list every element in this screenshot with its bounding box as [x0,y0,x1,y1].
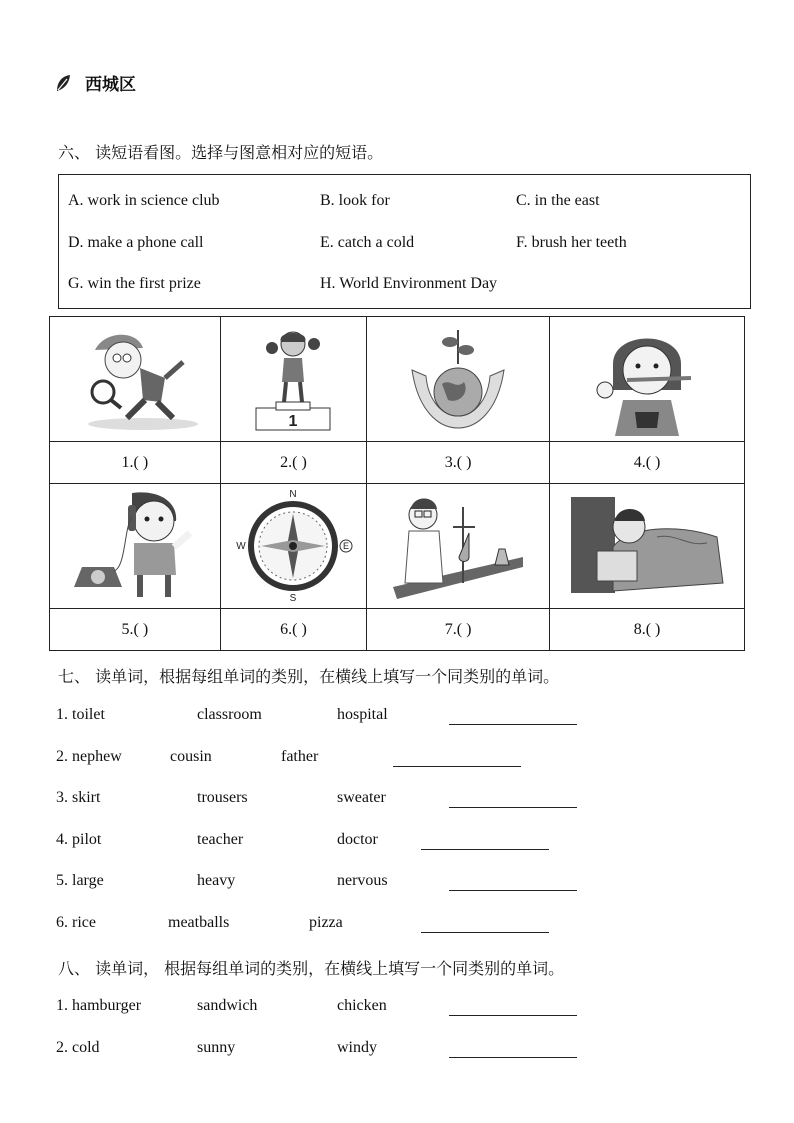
option-g: G. win the first prize [68,275,201,292]
s8-row1-word3: chicken [337,997,387,1014]
item-2: 2.( ) [220,442,367,484]
section7-title: 七、 读单词，根据每组单词的类别，在横线上填写一个同类别的单词。 [58,667,560,686]
s8-row1-word2: sandwich [197,997,258,1014]
s8-row2-answer-line[interactable] [449,1057,577,1058]
s7-row1-answer-line[interactable] [449,724,577,725]
s8-row2-word1: 2. cold [56,1039,100,1056]
header [55,70,136,95]
podium-winner-girl-icon [248,320,338,438]
s7-row2-word1: 2. nephew [56,748,122,765]
scientist-lab-icon [383,487,533,605]
s8-row2-word2: sunny [197,1039,236,1056]
picture-cell-3 [367,317,550,442]
option-a: A. work in science club [68,192,220,209]
s7-row2-answer-line[interactable] [393,766,521,767]
s7-row3-answer-line[interactable] [449,807,577,808]
option-e: E. catch a cold [320,234,415,251]
s7-row5-answer-line[interactable] [449,890,577,891]
magnifying-glass-boy-icon [65,320,205,438]
picture-cell-4 [550,317,745,442]
s7-row4-answer-line[interactable] [421,849,549,850]
section8-title: 八、 读单词， 根据每组单词的类别，在横线上填写一个同类别的单词。 [58,959,565,978]
picture-cell-1 [50,317,221,442]
compass-w: W [236,541,247,552]
item-1: 1.( ) [50,442,221,484]
item-3: 3.( ) [367,442,550,484]
item-5: 5.( ) [50,609,221,651]
s7-row3-word1: 3. skirt [56,789,101,806]
s7-row1-word2: classroom [197,706,262,723]
s7-row1-word1: 1. toilet [56,706,105,723]
option-d: D. make a phone call [68,234,204,251]
picture-cell-8 [550,484,745,609]
picture-table [49,316,745,651]
compass-e: E [343,541,350,551]
s7-row6-word3: pizza [309,914,343,931]
leaf-icon [55,74,71,92]
picture-cell-6 [220,484,367,609]
option-f: F. brush her teeth [516,234,627,251]
item-7: 7.( ) [367,609,550,651]
district-label: 西城区 [85,75,136,95]
compass-n: N [289,489,298,500]
s7-row3-word3: sweater [337,789,386,806]
item-6: 6.( ) [220,609,367,651]
compass-icon [233,487,353,605]
option-b: B. look for [320,192,390,209]
item-4: 4.( ) [550,442,745,484]
s7-row6-answer-line[interactable] [421,932,549,933]
item-8: 8.( ) [550,609,745,651]
s7-row4-word1: 4. pilot [56,831,102,848]
s7-row2-word2: cousin [170,748,212,765]
s7-row4-word2: teacher [197,831,244,848]
sick-boy-in-bed-icon [567,487,727,605]
s7-row3-word2: trousers [197,789,248,806]
compass-s: S [290,593,297,604]
s7-row2-word3: father [281,748,319,765]
s7-row1-word3: hospital [337,706,388,723]
boy-on-phone-icon [70,487,200,605]
s7-row5-word3: nervous [337,872,388,889]
s7-row6-word1: 6. rice [56,914,96,931]
podium-number: 1 [289,413,298,430]
option-h: H. World Environment Day [320,275,498,292]
s8-row1-answer-line[interactable] [449,1015,577,1016]
s8-row1-word1: 1. hamburger [56,997,142,1014]
picture-cell-7 [367,484,550,609]
s8-row2-word3: windy [337,1039,377,1056]
s7-row4-word3: doctor [337,831,378,848]
option-c: C. in the east [516,192,600,209]
picture-cell-5 [50,484,221,609]
s7-row5-word2: heavy [197,872,236,889]
options-box [58,174,751,309]
s7-row5-word1: 5. large [56,872,104,889]
earth-in-hands-icon [398,320,518,438]
section6-title: 六、 读短语看图。选择与图意相对应的短语。 [58,143,384,162]
picture-cell-2 [220,317,367,442]
s7-row6-word2: meatballs [168,914,230,931]
girl-brushing-teeth-icon [587,320,707,438]
